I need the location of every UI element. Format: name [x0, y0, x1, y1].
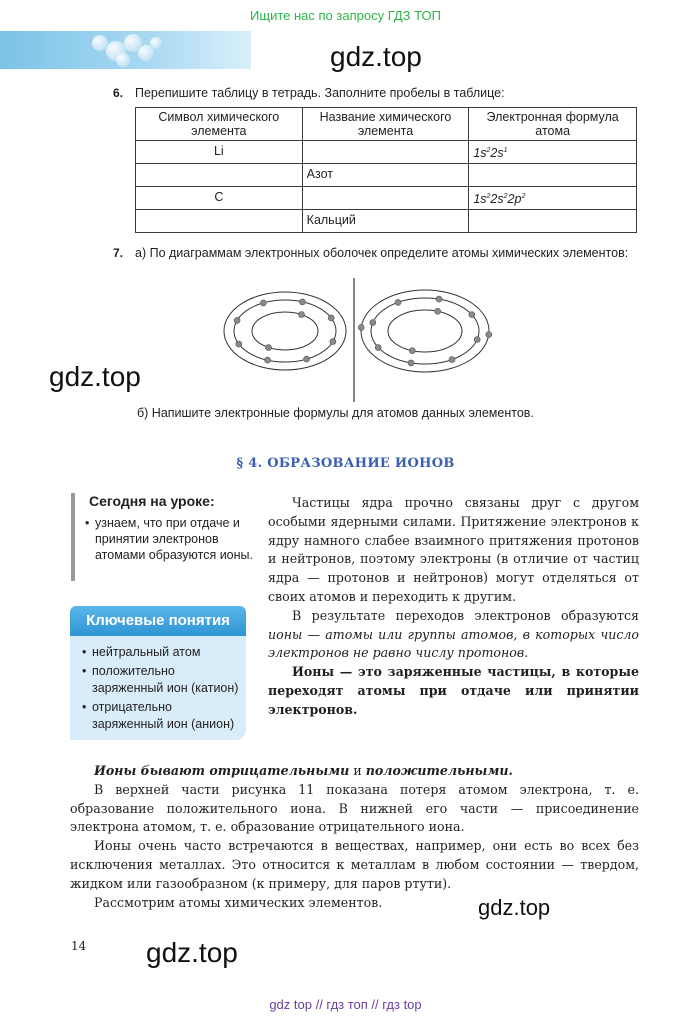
page-number: 14	[71, 939, 87, 953]
table-header-cell: Символ химического элемента	[136, 108, 303, 141]
electron	[266, 345, 272, 351]
electron	[409, 348, 415, 354]
top-banner: Ищите нас по запросу ГДЗ ТОП	[250, 8, 441, 23]
paragraph: Рассмотрим атомы химических элементов.	[94, 894, 383, 910]
orbital-term: 2s	[490, 146, 504, 161]
electron	[435, 308, 441, 314]
electron-count: 2	[521, 193, 526, 201]
electron-count: 2	[503, 193, 508, 201]
symbol-cell: C	[136, 187, 303, 210]
electron	[304, 356, 310, 362]
table-header-cell: Электронная формула атома	[469, 108, 637, 141]
key-concepts-box	[70, 636, 246, 740]
table-header-row	[136, 108, 637, 141]
paragraph: Ионы бывают отрицательными и положительными.	[94, 763, 513, 778]
key-concepts-list	[82, 644, 242, 735]
list-item: • положительно заряженный ион (катион)	[82, 663, 242, 697]
atom-diagram-right	[358, 290, 492, 372]
orbital-term: 2p	[507, 192, 522, 207]
electron	[474, 337, 480, 343]
electron	[328, 315, 334, 321]
paragraph: В верхней части рисунка 11 показана потеря атомом электрона, т. е. образование положительного иона. В нижней его части — присоединение электрона атомом, т. е. образование отрицательного иона.	[70, 781, 639, 835]
elements-table	[135, 107, 637, 233]
symbol-cell	[136, 164, 303, 187]
table-row	[136, 210, 637, 233]
electron	[408, 360, 414, 366]
electron-count: 1	[503, 147, 508, 154]
electron	[299, 299, 305, 305]
electron-count: 2	[486, 147, 491, 154]
task-7-number: 7.	[113, 246, 124, 260]
electron	[486, 332, 492, 338]
name-cell: Кальций	[302, 210, 469, 233]
task-7-part-a: а) По диаграммам электронных оболочек определите атомы химических элементов:	[135, 246, 629, 260]
task-6-number: 6.	[113, 86, 124, 100]
list-item: • нейтральный атом	[82, 644, 242, 661]
orbital-term: 1s	[473, 192, 487, 207]
electron	[375, 345, 381, 351]
table-header-cell: Название химического элемента	[302, 108, 469, 141]
electron	[436, 296, 442, 302]
paragraph: Ионы очень часто встречаются в веществах, например, они есть во всех без исключения металлах. Это относится к металлам в любом состоянии — твердом, жидком или газообразном (к примеру, для паров ртути).	[70, 838, 639, 891]
table-row	[136, 187, 637, 210]
full-width-text	[70, 762, 639, 912]
bottom-banner: gdz top // гдз топ // гдз top	[269, 997, 422, 1012]
watermark: gdz.top	[330, 41, 422, 72]
watermark: gdz.top	[478, 895, 551, 920]
definition-paragraph: Ионы — это заряженные частицы, в которые переходят атомы при отдаче или принятии электронов.	[268, 664, 639, 717]
electron	[395, 299, 401, 305]
electron	[370, 320, 376, 326]
section-title: § 4. ОБРАЗОВАНИЕ ИОНОВ	[236, 456, 455, 471]
key-concepts-title: Ключевые понятия	[70, 606, 246, 636]
symbol-cell: Li	[136, 141, 303, 164]
task-7-part-b: б) Напишите электронные формулы для атомов данных элементов.	[137, 406, 534, 420]
paragraph: В результате переходов электронов образуются ионы — атомы или группы атомов, в которых число электронов не равно числу протонов.	[268, 607, 639, 661]
atom-diagram-left	[224, 292, 346, 370]
electron	[265, 357, 271, 363]
task-6-text: Перепишите таблицу в тетрадь. Заполните пробелы в таблице:	[135, 86, 505, 100]
formula-cell	[469, 141, 637, 164]
electron	[234, 317, 240, 323]
symbol-cell	[136, 210, 303, 233]
formula-cell	[469, 164, 637, 187]
electron	[299, 312, 305, 318]
electron	[469, 312, 475, 318]
today-title: Сегодня на уроке:	[89, 493, 215, 509]
name-cell	[302, 141, 469, 164]
paragraph: Частицы ядра прочно связаны друг с другом особыми ядерными силами. Притяжение электронов к ядру намного слабее взаимного притяжения протонов и нейтронов, поэтому электроны (в отличие от частиц ядра — протонов и нейтронов) могут отделяться от своих атомов и переходить к другим.	[268, 495, 639, 604]
name-cell	[302, 187, 469, 210]
orbital-term: 1s	[473, 146, 487, 161]
name-cell: Азот	[302, 164, 469, 187]
formula-cell	[469, 210, 637, 233]
table-row	[136, 141, 637, 164]
electron	[358, 324, 364, 330]
electron	[260, 300, 266, 306]
orbital-term: 2s	[490, 192, 504, 207]
list-item: • отрицательно заряженный ион (анион)	[82, 699, 242, 733]
list-item: • узнаем, что при отдаче и принятии электронов атомами образуются ионы.	[85, 515, 255, 563]
watermark: gdz.top	[49, 361, 141, 392]
electron	[330, 339, 336, 345]
electron-count: 2	[486, 193, 491, 201]
formula-cell	[469, 187, 637, 210]
today-box	[71, 493, 255, 581]
electron	[449, 357, 455, 363]
electron-shell-diagrams	[215, 276, 505, 404]
watermark: gdz.top	[146, 937, 238, 968]
electron	[236, 341, 242, 347]
main-text-column	[268, 494, 639, 720]
today-list	[85, 515, 255, 563]
header-decoration	[0, 31, 251, 69]
table-row	[136, 164, 637, 187]
